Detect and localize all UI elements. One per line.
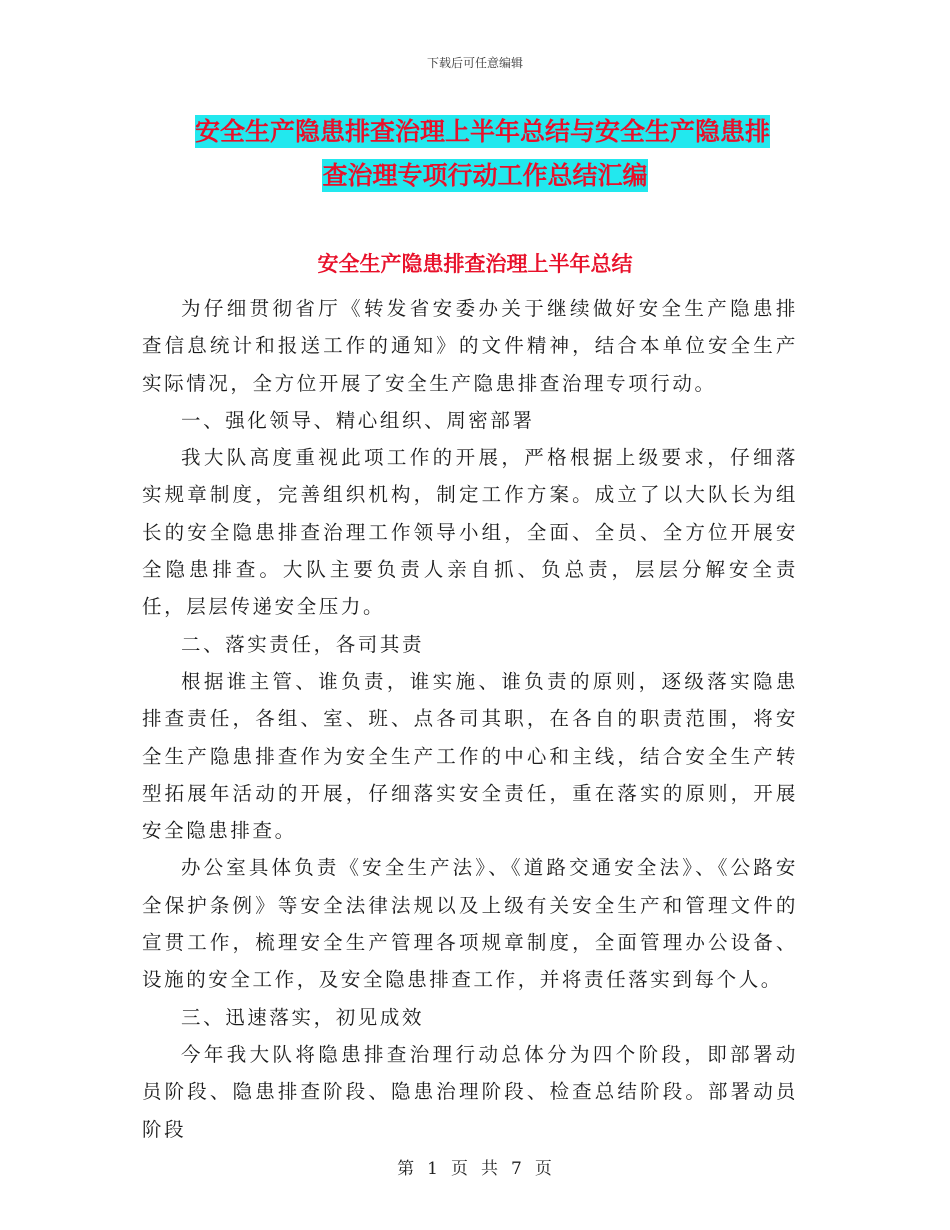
footer-mid-1: 页	[451, 1159, 469, 1179]
paragraph: 办公室具体负责《安全生产法》、《道路交通安全法》、《公路安全保护条例》等安全法律法规以及上级有关安全生产和管理文件的宣贯工作，梳理安全生产管理各项规章制度，全面管理办公设备、设施的安全工作，及安全隐患排查工作，并将责任落实到每个人。	[142, 856, 798, 992]
document-title	[195, 110, 815, 198]
body-text	[142, 290, 798, 1148]
paragraph: 为仔细贯彻省厅《转发省安委办关于继续做好安全生产隐患排查信息统计和报送工作的通知》的文件精神，结合本单位安全生产实际情况，全方位开展了安全生产隐患排查治理专项行动。	[142, 297, 798, 395]
heading-2: 二、落实责任，各司其责	[181, 632, 425, 656]
section-title: 安全生产隐患排查治理上半年总结	[317, 252, 633, 276]
paragraph: 今年我大队将隐患排查治理行动总体分为四个阶段，即部署动员阶段、隐患排查阶段、隐患治理阶段、检查总结阶段。部署动员阶段	[142, 1042, 798, 1141]
paragraph: 我大队高度重视此项工作的开展，严格根据上级要求，仔细落实规章制度，完善组织机构，制定工作方案。成立了以大队长为组长的安全隐患排查治理工作领导小组，全面、全员、全方位开展安全隐患排查。大队主要负责人亲自抓、负总责，层层分解安全责任，层层传递安全压力。	[142, 446, 798, 619]
document-title-line-1: 安全生产隐患排查治理上半年总结与安全生产隐患排	[195, 117, 771, 146]
page-number: 1	[427, 1159, 439, 1179]
footer-suffix: 页	[534, 1159, 553, 1179]
footer-prefix: 第	[397, 1159, 416, 1179]
heading-3: 三、迅速落实，初见成效	[181, 1005, 425, 1029]
heading-1: 一、强化领导、精心组织、周密部署	[181, 408, 535, 432]
footer-mid-2: 共	[481, 1159, 499, 1179]
page-footer	[0, 1154, 950, 1179]
header-note: 下载后可任意编辑	[426, 56, 523, 70]
document-title-line-2: 查治理专项行动工作总结汇编	[322, 161, 648, 190]
total-pages: 7	[511, 1159, 523, 1179]
paragraph: 根据谁主管、谁负责，谁实施、谁负责的原则，逐级落实隐患排查责任，各组、室、班、点各司其职，在各自的职责范围，将安全生产隐患排查作为安全生产工作的中心和主线，结合安全生产转型拓展年活动的开展，仔细落实安全责任，重在落实的原则，开展安全隐患排查。	[142, 669, 798, 843]
